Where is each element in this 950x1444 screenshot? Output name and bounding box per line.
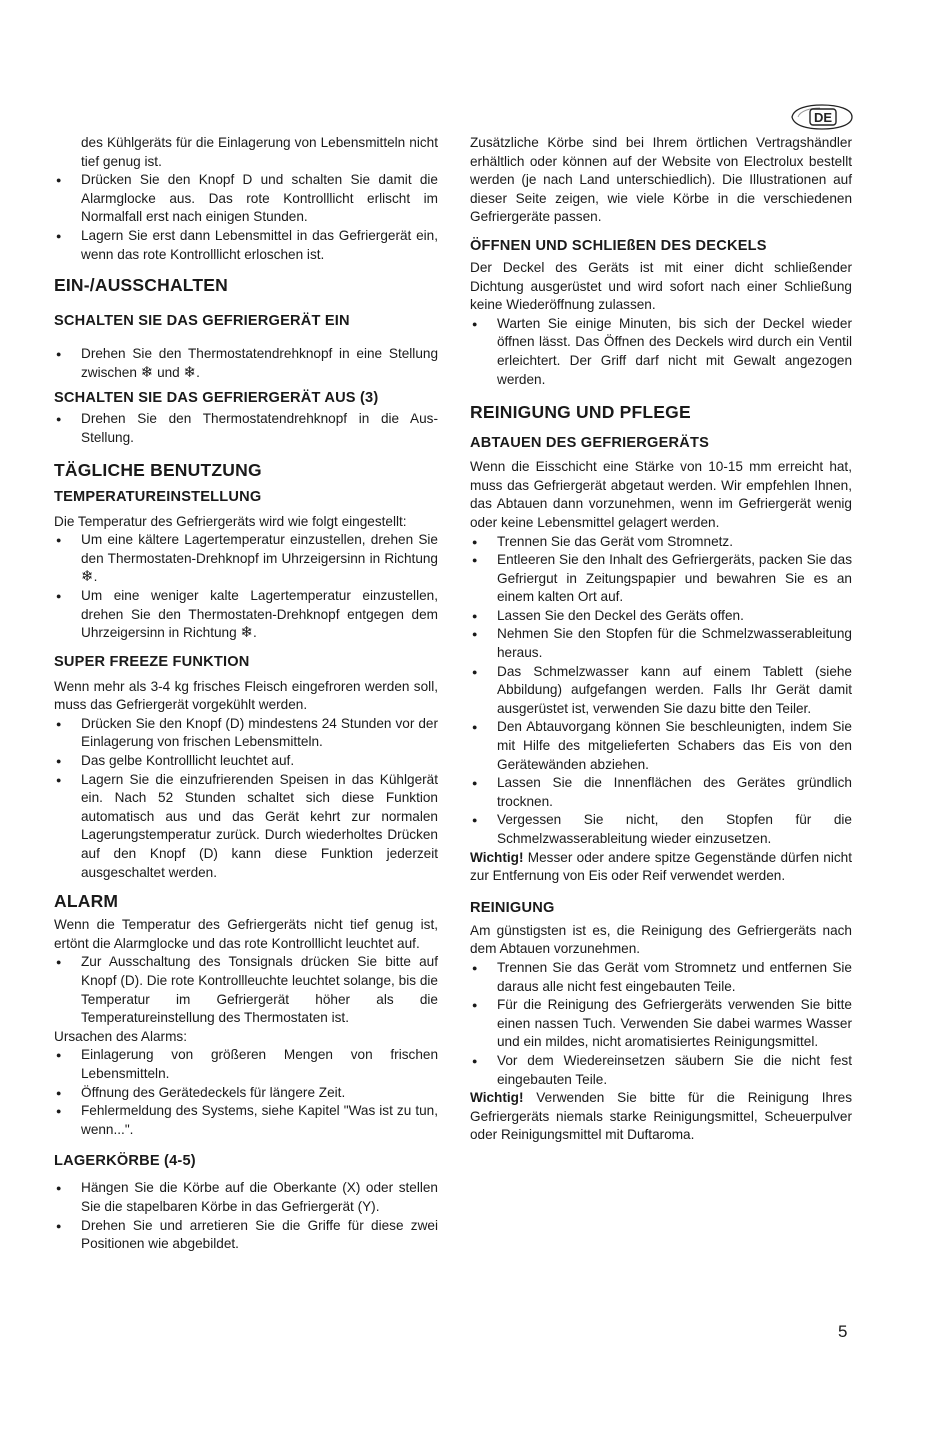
list-item: ● Hängen Sie die Körbe auf die Oberkante (X) oder stellen Sie die stapelbaren Körbe in das Gefriergerät (Y). <box>54 1179 438 1216</box>
list-item: ● Für die Reinigung des Gefriergeräts verwenden Sie bitte einen nassen Tuch. Verwenden Sie dabei warmes Wasser und ein mildes, nicht aromatisiertes Reinigungsmittel. <box>470 996 852 1052</box>
switch-on-text: Drehen Sie den Thermostatendrehknopf in eine Stellung zwischen <box>81 346 438 380</box>
alarm-causes-label: Ursachen des Alarms: <box>54 1028 187 1044</box>
heading-switch-off: SCHALTEN SIE DAS GEFRIERGERÄT AUS (3) <box>54 390 379 407</box>
list-item: ● Drehen Sie den Thermostatendrehknopf in die Aus-Stellung. <box>54 410 438 447</box>
heading-lid: ÖFFNEN UND SCHLIEßEN DES DECKELS <box>470 237 767 254</box>
warning-text: Messer oder andere spitze Gegenstände dürfen nicht zur Entfernung von Eis oder Reif verwendet werden. <box>470 849 852 884</box>
list-item: ● Trennen Sie das Gerät vom Stromnetz und entfernen Sie daraus alle nicht fest eingebauten Teile. <box>470 959 852 996</box>
warning-label: Wichtig! <box>470 849 524 865</box>
snowflake-icon: ❄ <box>140 363 154 381</box>
temperature-intro: Die Temperatur des Gefriergeräts wird wie folgt eingestellt: <box>54 513 407 529</box>
warning-label: Wichtig! <box>470 1090 524 1106</box>
baskets-list <box>54 1179 438 1253</box>
lid-list <box>470 315 852 389</box>
list-item <box>54 587 438 643</box>
list-item: ● Lassen Sie die Innenflächen des Gerätes gründlich trocknen. <box>470 774 852 811</box>
list-item: ● Lagern Sie die einzufrierenden Speisen in das Kühlgerät ein. Nach 52 Stunden schaltet sich diese Funktion automatisch aus und das Gerät kehrt zur normalen Lagerungstemperatur zurück. Durch wiederholtes Drücken auf den Knopf (D) kann diese Funktion jederzeit ausgeschaltet werden. <box>54 771 438 883</box>
list-item: ● Entleeren Sie den Inhalt des Gefriergeräts, packen Sie das Gefriergut in Zeitungspapier und bewahren Sie es an einem kalten Ort auf. <box>470 551 852 607</box>
list-item: ● Warten Sie einige Minuten, bis sich der Deckel wieder öffnen lässt. Das Öffnen des Deckels wird durch ein Ventil erleichtert. Der Griff darf nicht mit Gewalt angezogen werden. <box>470 315 852 389</box>
snowflake-icon: ❄ <box>240 624 254 642</box>
heading-care: REINIGUNG UND PFLEGE <box>470 402 691 423</box>
country-code: DE <box>813 110 833 125</box>
defrost-warning <box>470 849 852 886</box>
switch-on-list <box>54 345 438 382</box>
list-item: ● Drücken Sie den Knopf (D) mindestens 24 Stunden vor der Einlagerung von frischen Lebensmitteln. <box>54 715 438 752</box>
heading-on-off: EIN-/AUSSCHALTEN <box>54 275 228 296</box>
period: . <box>93 569 98 585</box>
heading-baskets: LAGERKÖRBE (4-5) <box>54 1153 196 1170</box>
list-item: ● Den Abtauvorgang können Sie beschleunigten, indem Sie mit Hilfe des mitgelieferten Schabers das Eis von den Gerätewänden abziehen. <box>470 718 852 774</box>
defrost-intro: Wenn die Eisschicht eine Stärke von 10-15 mm erreicht hat, muss das Gefriergerät abgetaut werden. Wir empfehlen Ihnen, das Abtauen dann vorzunehmen, wenn im Gefriergerät wenig oder keine Lebensmittel gelagert werden. <box>470 459 852 530</box>
heading-daily-use: TÄGLICHE BENUTZUNG <box>54 459 262 480</box>
temperature-colder-text: Um eine kältere Lagertemperatur einzustellen, drehen Sie den Thermostaten-Drehknopf im Uhrzeigersinn in Richtung <box>81 532 438 566</box>
lid-intro: Der Deckel des Geräts ist mit einer dicht schließender Dichtung ausgerüstet und wird sofort nach einer Schließung keine Wiederöffnung zulassen. <box>470 259 852 313</box>
intro-list <box>54 171 438 264</box>
warning-text: Verwenden Sie bitte für die Reinigung Ihres Gefriergeräts niemals starke Reinigungsmittel, Scheuerpulver oder Reinigungsmittel mit Duftaroma. <box>470 1090 852 1143</box>
list-item: ● Lagern Sie erst dann Lebensmittel in das Gefriergerät ein, wenn das rote Kontrolllicht erloschen ist. <box>54 227 438 264</box>
snowflake-icon: ❄ <box>183 363 197 381</box>
heading-alarm: ALARM <box>54 891 119 912</box>
list-item: ● Fehlermeldung des Systems, siehe Kapitel "Was ist zu tun, wenn...". <box>54 1102 438 1139</box>
page-number: 5 <box>838 1322 848 1341</box>
temperature-warmer-text: Um eine weniger kalte Lagertemperatur einzustellen, drehen Sie den Thermostaten-Drehknopf entgegen dem Uhrzeigersinn in Richtung <box>81 587 438 641</box>
list-item: ● Lassen Sie den Deckel des Geräts offen. <box>470 607 852 626</box>
list-item: ● Vor dem Wiedereinsetzen säubern Sie die nicht fest eingebauten Teile. <box>470 1052 852 1089</box>
switch-on-and: und <box>157 364 180 380</box>
heading-cleaning: REINIGUNG <box>470 899 555 916</box>
heading-temperature: TEMPERATUREINSTELLUNG <box>54 488 262 505</box>
list-item: ● Zur Ausschaltung des Tonsignals drücken Sie bitte auf Knopf (D). Die rote Kontrollleuchte leuchtet solange, bis die Temperatur im Gefriergerät höher als die Temperatureinstellung des Thermostaten ist. <box>54 953 438 1027</box>
list-item: ● Das gelbe Kontrolllicht leuchtet auf. <box>54 752 438 771</box>
heading-switch-on: SCHALTEN SIE DAS GEFRIERGERÄT EIN <box>54 313 350 330</box>
list-item: ● Öffnung des Gerätedeckels für längere Zeit. <box>54 1084 438 1103</box>
temperature-list <box>54 531 438 643</box>
list-item: ● Drehen Sie und arretieren Sie die Griffe für diese zwei Positionen wie abgebildet. <box>54 1217 438 1254</box>
cleaning-warning <box>470 1089 852 1145</box>
list-item: ● Trennen Sie das Gerät vom Stromnetz. <box>470 533 852 552</box>
super-freeze-list <box>54 715 438 882</box>
period: . <box>253 625 257 641</box>
list-item: ● Das Schmelzwasser kann auf einem Tablett (siehe Abbildung) aufgefangen werden. Falls Ihr Gerät damit ausgerüstet ist, verwenden Sie dazu bitte den Teiler. <box>470 663 852 719</box>
list-item <box>54 531 438 587</box>
right-column <box>470 134 852 1145</box>
heading-defrost: ABTAUEN DES GEFRIERGERÄTS <box>470 435 710 452</box>
super-freeze-intro: Wenn mehr als 3-4 kg frisches Fleisch eingefroren werden soll, muss das Gefriergerät vorgekühlt werden. <box>54 678 438 713</box>
switch-off-list <box>54 410 438 447</box>
switch-on-period: . <box>196 364 200 380</box>
left-column <box>54 134 438 1254</box>
country-badge-de <box>786 103 856 131</box>
defrost-list <box>470 533 852 849</box>
heading-super-freeze: SUPER FREEZE FUNKTION <box>54 653 250 670</box>
snowflake-icon: ❄ <box>81 568 94 586</box>
intro-continuation: des Kühlgeräts für die Einlagerung von Lebensmitteln nicht tief genug ist. <box>81 135 438 169</box>
list-item <box>54 345 438 382</box>
alarm-intro: Wenn die Temperatur des Gefriergeräts nicht tief genug ist, ertönt die Alarmglocke und das rote Kontrolllicht leuchtet auf. <box>54 917 438 951</box>
list-item: ● Drücken Sie den Knopf D und schalten Sie damit die Alarmglocke aus. Das rote Kontrolllicht erlischt im Normalfall erst nach einigen Stunden. <box>54 171 438 227</box>
cleaning-list <box>470 959 852 1089</box>
list-item: ● Einlagerung von größeren Mengen von frischen Lebensmitteln. <box>54 1046 438 1083</box>
alarm-list <box>54 953 438 1027</box>
cleaning-intro: Am günstigsten ist es, die Reinigung des Gefriergeräts nach dem Abtauen vorzunehmen. <box>470 922 852 957</box>
list-item: ● Vergessen Sie nicht, den Stopfen für die Schmelzwasserableitung wieder einzusetzen. <box>470 811 852 848</box>
list-item: ● Nehmen Sie den Stopfen für die Schmelzwasserableitung heraus. <box>470 625 852 662</box>
baskets-continuation: Zusätzliche Körbe sind bei Ihrem örtlichen Vertragshändler erhältlich oder können auf der Website von Electrolux bestellt werden (je nach Land unterschiedlich). Die Illustrationen auf dieser Seite zeigen, wie viele Körbe in die verschiedenen Gefriergeräte passen. <box>470 135 852 225</box>
alarm-causes-list <box>54 1046 438 1139</box>
